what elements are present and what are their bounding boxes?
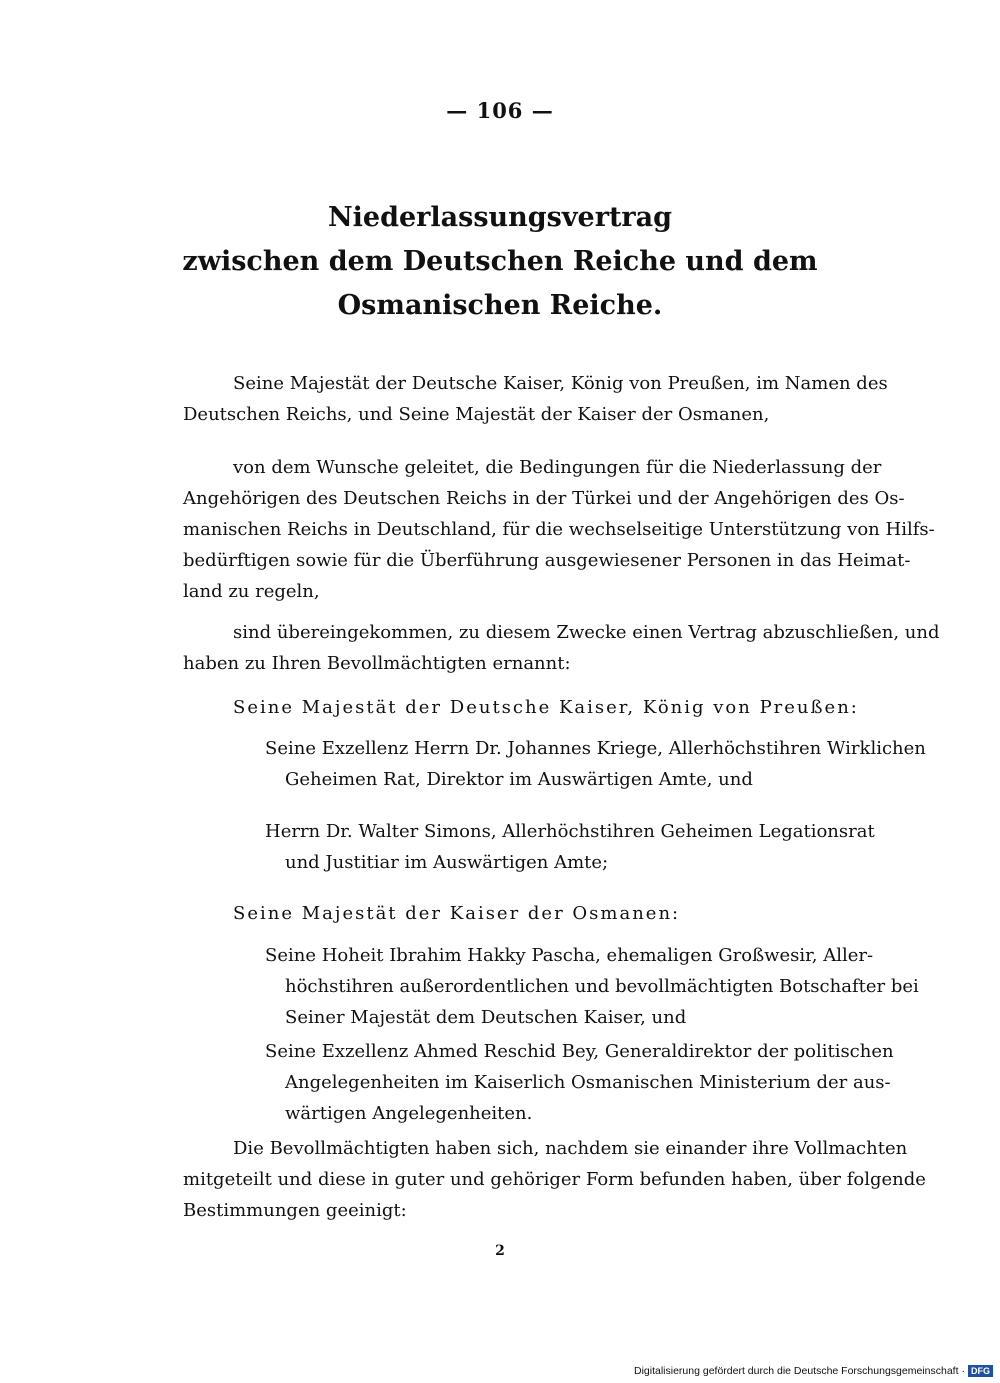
text-line: mitgeteilt und diese in guter und gehöriger Form befunden haben, über folgende <box>183 1169 926 1190</box>
paragraph-kriege <box>265 733 926 795</box>
paragraph-hakky-pascha <box>265 940 919 1033</box>
paragraph-simons <box>265 816 875 878</box>
text-line: manischen Reichs in Deutschland, für die wechselseitige Unterstützung von Hilfs- <box>183 519 935 540</box>
text-line: Geheimen Rat, Direktor im Auswärtigen Amte, und <box>285 769 753 790</box>
text-line: höchstihren außerordentlichen und bevollmächtigten Botschafter bei <box>285 976 919 997</box>
text-line: Seine Majestät der Kaiser der Osmanen: <box>233 903 681 924</box>
paragraph-plenipotentiaries <box>183 1133 926 1226</box>
text-line: Herrn Dr. Walter Simons, Allerhöchstihren Geheimen Legationsrat <box>265 821 875 842</box>
text-line: Angehörigen des Deutschen Reichs in der Türkei und der Angehörigen des Os- <box>183 488 905 509</box>
text-line: Seine Majestät der Deutsche Kaiser, König von Preußen: <box>233 697 859 718</box>
text-line: bedürftigen sowie für die Überführung ausgewiesener Personen in das Heimat- <box>183 550 911 571</box>
page-number: — 106 — <box>446 98 554 123</box>
title-line-1: Niederlassungsvertrag <box>327 202 673 233</box>
text-line: haben zu Ihren Bevollmächtigten ernannt: <box>183 653 571 674</box>
text-line: Bestimmungen geeinigt: <box>183 1200 407 1221</box>
text-line: Seine Hoheit Ibrahim Hakky Pascha, ehemaligen Großwesir, Aller- <box>265 945 874 966</box>
text-line: land zu regeln, <box>183 581 320 602</box>
text-line: Seine Exzellenz Ahmed Reschid Bey, Generaldirektor der politischen <box>265 1041 894 1062</box>
paragraph-agreement <box>183 617 940 679</box>
signature-mark: 2 <box>495 1243 505 1259</box>
text-line: sind übereingekommen, zu diesem Zwecke einen Vertrag abzuschließen, und <box>233 622 940 643</box>
paragraph-preamble <box>183 368 888 430</box>
text-line: Seiner Majestät dem Deutschen Kaiser, und <box>285 1007 687 1028</box>
digitization-footer: Digitalisierung gefördert durch die Deutsche Forschungsgemeinschaft · DFG <box>598 1363 993 1379</box>
text-line: von dem Wunsche geleitet, die Bedingungen für die Niederlassung der <box>233 457 882 478</box>
title-line-3: Osmanischen Reiche. <box>337 290 663 321</box>
text-line: und Justitiar im Auswärtigen Amte; <box>285 852 609 873</box>
title-line-2: zwischen dem Deutschen Reiche und dem <box>182 246 818 277</box>
heading-ottoman-emperor <box>233 898 818 929</box>
text-line: wärtigen Angelegenheiten. <box>285 1103 533 1124</box>
text-line: Deutschen Reichs, und Seine Majestät der Kaiser der Osmanen, <box>183 404 770 425</box>
text-line: Seine Exzellenz Herrn Dr. Johannes Kriege, Allerhöchstihren Wirklichen <box>265 738 926 759</box>
text-line: Angelegenheiten im Kaiserlich Osmanischen Ministerium der aus- <box>285 1072 891 1093</box>
footer-text: Digitalisierung gefördert durch die Deutsche Forschungsgemeinschaft <box>633 1365 959 1377</box>
paragraph-reschid-bey <box>265 1036 894 1129</box>
document-title <box>150 196 850 328</box>
text-line: Die Bevollmächtigten haben sich, nachdem sie einander ihre Vollmachten <box>233 1138 908 1159</box>
heading-german-emperor <box>233 692 859 723</box>
text-line: Seine Majestät der Deutsche Kaiser, König von Preußen, im Namen des <box>233 373 888 394</box>
dfg-logo-icon: DFG <box>968 1365 993 1377</box>
paragraph-purpose <box>183 452 935 607</box>
